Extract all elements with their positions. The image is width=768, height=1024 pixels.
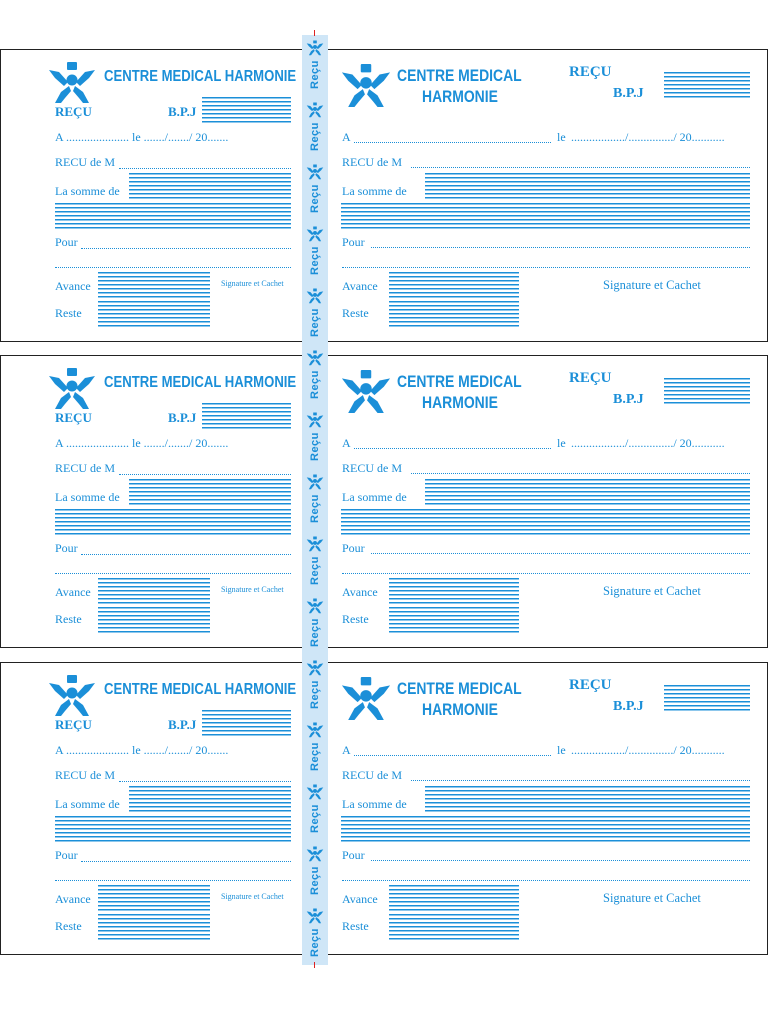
main-brand-line-2: HARMONIE: [422, 393, 498, 412]
main-bpj-field[interactable]: [664, 72, 750, 100]
stub-recu-label: REÇU: [55, 410, 92, 425]
main-reste-label: Reste: [342, 612, 369, 626]
stub-pour-label: Pour: [55, 541, 78, 555]
receipt-card-2: [0, 355, 768, 648]
stub-avance-label: Avance: [55, 892, 91, 906]
main-reste-label: Reste: [342, 919, 369, 933]
spine-logo-icon: [304, 908, 326, 929]
main-recu-de-label: RECU de M: [342, 155, 402, 169]
main-somme-label: La somme de: [342, 797, 407, 811]
medical-star-logo-icon: [47, 368, 97, 410]
stub-reste-label: Reste: [55, 612, 82, 626]
main-a-label: A: [342, 743, 351, 757]
spine-logo-icon: [304, 164, 326, 185]
main-signature-label: Signature et Cachet: [603, 891, 701, 905]
main-brand-line-1: CENTRE MEDICAL: [397, 679, 522, 698]
main-avance-label: Avance: [342, 892, 378, 906]
main-recu-de-field[interactable]: [411, 167, 750, 168]
stub-signature-label: Signature et Cachet: [221, 585, 284, 594]
main-pour-field[interactable]: [371, 247, 750, 248]
main-recu-label: REÇU: [569, 677, 612, 693]
medical-star-logo-icon: [47, 675, 97, 717]
stub-bpj-label: B.P.J: [168, 717, 197, 732]
spine-recu-text: [304, 556, 326, 585]
spine-recu-text: [304, 494, 326, 523]
stub-somme-label: La somme de: [55, 797, 120, 811]
stub-reste-label: Reste: [55, 919, 82, 933]
main-reste-field[interactable]: [389, 607, 519, 634]
spine-recu-text: [304, 308, 326, 337]
main-a-label: A: [342, 436, 351, 450]
spine-recu-label: Reçu: [309, 308, 321, 337]
stub-reste-field[interactable]: [98, 914, 210, 941]
spine-recu-text: [304, 680, 326, 709]
main-bpj-field[interactable]: [664, 378, 750, 406]
receipt-card-1: [0, 49, 768, 342]
spine-recu-label: Reçu: [309, 556, 321, 585]
main-pour-field[interactable]: [371, 860, 750, 861]
main-recu-de-field[interactable]: [411, 780, 750, 781]
stub-date-line[interactable]: A ..................... le ......./......./ 20.......: [55, 130, 229, 144]
spine-recu-text: [304, 742, 326, 771]
stub-pour-field[interactable]: [81, 861, 291, 862]
medical-star-logo-icon: [339, 677, 393, 721]
spine-logo-icon: [304, 536, 326, 557]
stub-avance-label: Avance: [55, 585, 91, 599]
main-somme-label: La somme de: [342, 184, 407, 198]
main-recu-label: REÇU: [569, 64, 612, 80]
medical-star-logo-icon: [339, 370, 393, 414]
main-a-label: A: [342, 130, 351, 144]
main-avance-field[interactable]: [389, 578, 519, 604]
spine-recu-label: Reçu: [309, 680, 321, 709]
main-somme-label: La somme de: [342, 490, 407, 504]
spine-recu-text: [304, 866, 326, 895]
stub-recu-de-field[interactable]: [119, 168, 291, 169]
stub-recu-label: REÇU: [55, 717, 92, 732]
spine-logo-icon: [304, 598, 326, 619]
cut-mark: [314, 962, 315, 968]
stub-signature-label: Signature et Cachet: [221, 892, 284, 901]
main-recu-label: REÇU: [569, 370, 612, 386]
spine-recu-text: [304, 370, 326, 399]
main-le-label: le: [557, 436, 566, 450]
main-bpj-field[interactable]: [664, 685, 750, 713]
stub-avance-field[interactable]: [98, 578, 210, 604]
spine-recu-label: Reçu: [309, 60, 321, 89]
medical-star-logo-icon: [339, 64, 393, 108]
main-signature-label: Signature et Cachet: [603, 278, 701, 292]
stub-somme-field-2[interactable]: [55, 509, 291, 536]
main-pour-label: Pour: [342, 848, 365, 862]
main-date-line[interactable]: ................../.............../ 20...........: [571, 436, 725, 450]
spine-logo-icon: [304, 722, 326, 743]
stub-somme-label: La somme de: [55, 490, 120, 504]
main-avance-label: Avance: [342, 585, 378, 599]
stub-avance-field[interactable]: [98, 272, 210, 298]
spine-logo-icon: [304, 412, 326, 433]
stub-somme-field[interactable]: [129, 786, 291, 814]
spine-logo-icon: [304, 40, 326, 61]
stub-brand-name: CENTRE MEDICAL HARMONIE: [104, 68, 297, 85]
stub-recu-de-label: RECU de M: [55, 461, 115, 475]
main-somme-field-2[interactable]: [341, 509, 750, 536]
main-brand-line-2: HARMONIE: [422, 87, 498, 106]
stub-somme-field[interactable]: [129, 173, 291, 201]
stub-pour-field-2[interactable]: [55, 880, 291, 881]
spine-logo-icon: [304, 288, 326, 309]
stub-pour-field-2[interactable]: [55, 573, 291, 574]
spine-recu-text: [304, 804, 326, 833]
stub-recu-de-label: RECU de M: [55, 768, 115, 782]
main-avance-label: Avance: [342, 279, 378, 293]
stub-pour-field[interactable]: [81, 248, 291, 249]
main-brand-line-1: CENTRE MEDICAL: [397, 66, 522, 85]
spine-recu-text: [304, 246, 326, 275]
main-signature-label: Signature et Cachet: [603, 584, 701, 598]
spine-recu-label: Reçu: [309, 866, 321, 895]
main-pour-field[interactable]: [371, 553, 750, 554]
stub-brand-name: CENTRE MEDICAL HARMONIE: [104, 374, 297, 391]
stub-avance-field[interactable]: [98, 885, 210, 911]
main-recu-de-label: RECU de M: [342, 768, 402, 782]
spine-logo-icon: [304, 846, 326, 867]
main-pour-label: Pour: [342, 541, 365, 555]
spine-logo-icon: [304, 102, 326, 123]
stub-bpj-field[interactable]: [202, 97, 291, 124]
spine-recu-label: Reçu: [309, 804, 321, 833]
main-bpj-label: B.P.J: [613, 699, 644, 714]
main-somme-field[interactable]: [425, 786, 750, 814]
spine-recu-label: Reçu: [309, 928, 321, 957]
stub-reste-field[interactable]: [98, 301, 210, 328]
main-a-field[interactable]: [354, 448, 551, 449]
stub-somme-field-2[interactable]: [55, 816, 291, 843]
stub-pour-field[interactable]: [81, 554, 291, 555]
main-somme-field[interactable]: [425, 479, 750, 507]
stub-recu-label: REÇU: [55, 104, 92, 119]
main-date-line[interactable]: ................../.............../ 20...........: [571, 130, 725, 144]
stub-pour-label: Pour: [55, 235, 78, 249]
main-le-label: le: [557, 743, 566, 757]
spine-recu-label: Reçu: [309, 370, 321, 399]
medical-star-logo-icon: [47, 62, 97, 104]
stub-date-line[interactable]: A ..................... le ......./......./ 20.......: [55, 743, 229, 757]
main-somme-field[interactable]: [425, 173, 750, 201]
main-a-field[interactable]: [354, 755, 551, 756]
spine-recu-label: Reçu: [309, 618, 321, 647]
spine-recu-label: Reçu: [309, 122, 321, 151]
stub-somme-label: La somme de: [55, 184, 120, 198]
spine-recu-text: [304, 122, 326, 151]
main-somme-field-2[interactable]: [341, 203, 750, 230]
stub-avance-label: Avance: [55, 279, 91, 293]
main-pour-field-2[interactable]: [342, 880, 750, 881]
main-avance-field[interactable]: [389, 272, 519, 298]
stub-bpj-label: B.P.J: [168, 104, 197, 119]
spine-logo-icon: [304, 784, 326, 805]
main-brand-line-1: CENTRE MEDICAL: [397, 372, 522, 391]
stub-reste-label: Reste: [55, 306, 82, 320]
spine-recu-text: [304, 432, 326, 461]
spine-logo-icon: [304, 474, 326, 495]
main-pour-label: Pour: [342, 235, 365, 249]
stub-date-line[interactable]: A ..................... le ......./......./ 20.......: [55, 436, 229, 450]
stub-recu-de-field[interactable]: [119, 781, 291, 782]
main-a-field[interactable]: [354, 142, 551, 143]
main-date-line[interactable]: ................../.............../ 20...........: [571, 743, 725, 757]
stub-signature-label: Signature et Cachet: [221, 279, 284, 288]
stub-brand-name: CENTRE MEDICAL HARMONIE: [104, 681, 297, 698]
spine-recu-label: Reçu: [309, 494, 321, 523]
stub-reste-field[interactable]: [98, 607, 210, 634]
stub-bpj-field[interactable]: [202, 710, 291, 737]
spine-recu-label: Reçu: [309, 246, 321, 275]
spine-recu-text: [304, 618, 326, 647]
main-somme-field-2[interactable]: [341, 816, 750, 843]
spine-recu-text: [304, 184, 326, 213]
main-reste-field[interactable]: [389, 914, 519, 941]
stub-recu-de-label: RECU de M: [55, 155, 115, 169]
main-avance-field[interactable]: [389, 885, 519, 911]
spine-logo-icon: [304, 660, 326, 681]
main-reste-field[interactable]: [389, 301, 519, 328]
stub-pour-label: Pour: [55, 848, 78, 862]
main-reste-label: Reste: [342, 306, 369, 320]
stub-bpj-label: B.P.J: [168, 410, 197, 425]
main-bpj-label: B.P.J: [613, 392, 644, 407]
cut-mark: [314, 30, 315, 36]
receipt-card-3: [0, 662, 768, 955]
spine-logo-icon: [304, 226, 326, 247]
main-le-label: le: [557, 130, 566, 144]
spine-recu-label: Reçu: [309, 432, 321, 461]
stub-recu-de-field[interactable]: [119, 474, 291, 475]
spine-recu-label: Reçu: [309, 184, 321, 213]
spine-recu-text: [304, 928, 326, 957]
main-pour-field-2[interactable]: [342, 573, 750, 574]
stub-pour-field-2[interactable]: [55, 267, 291, 268]
main-brand-line-2: HARMONIE: [422, 700, 498, 719]
stub-bpj-field[interactable]: [202, 403, 291, 430]
stub-somme-field-2[interactable]: [55, 203, 291, 230]
spine-recu-label: Reçu: [309, 742, 321, 771]
spine-recu-text: [304, 60, 326, 89]
main-recu-de-label: RECU de M: [342, 461, 402, 475]
main-recu-de-field[interactable]: [411, 473, 750, 474]
main-bpj-label: B.P.J: [613, 86, 644, 101]
main-pour-field-2[interactable]: [342, 267, 750, 268]
spine-logo-icon: [304, 350, 326, 371]
stub-somme-field[interactable]: [129, 479, 291, 507]
